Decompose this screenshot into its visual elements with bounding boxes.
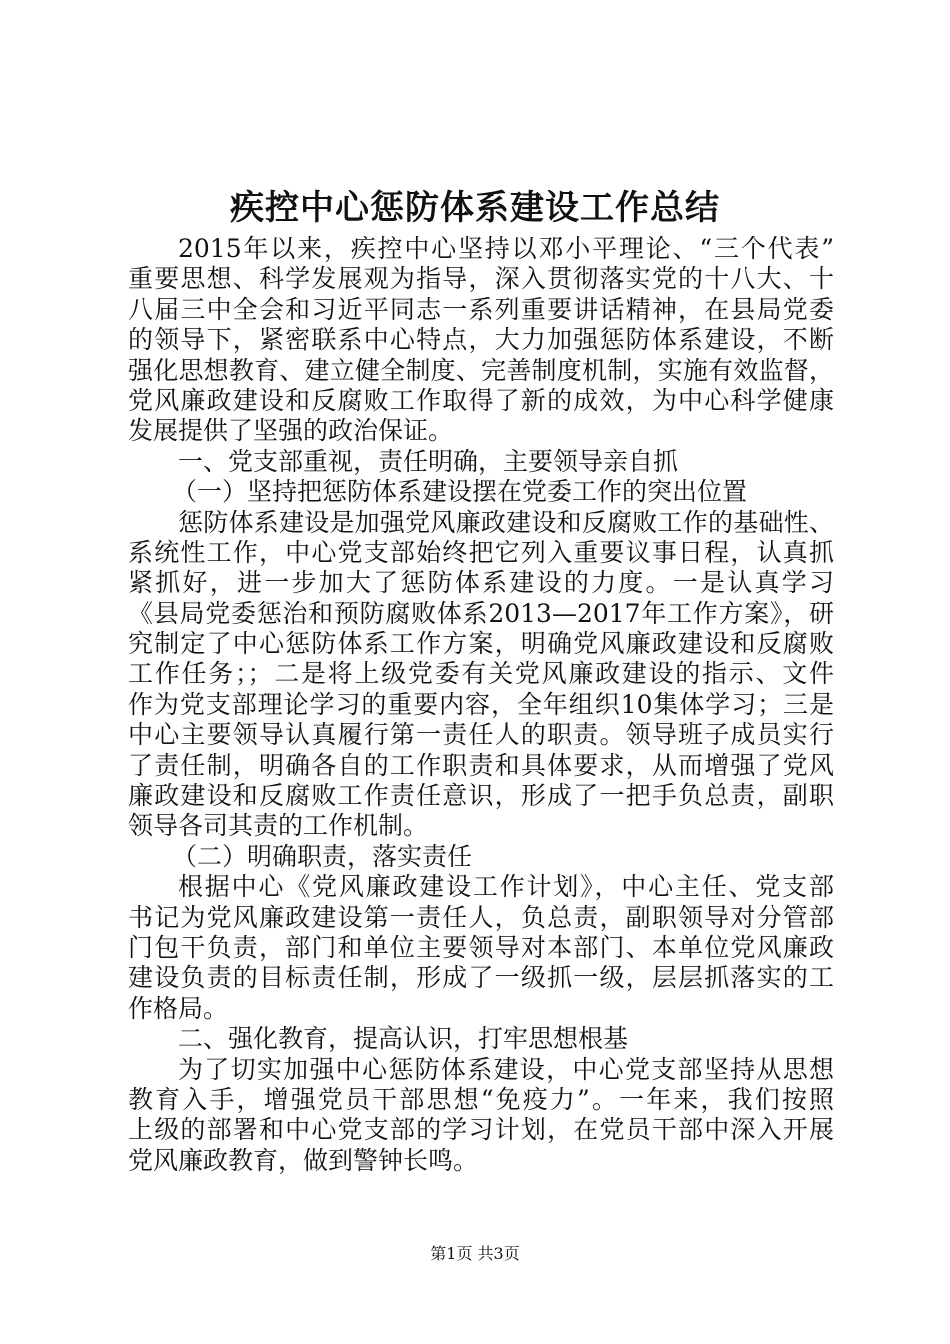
text-line: 建设负责的目标责任制，形成了一级抓一级，层层抓落实的工 [128,963,834,993]
text-line: 书记为党风廉政建设第一责任人，负总责，副职领导对分管部 [128,902,834,932]
page-number-footer: 第1页 共3页 [430,1244,520,1263]
text-line: 《县局党委惩治和预防腐败体系2013—2017年工作方案》，研 [128,598,834,628]
text-line: 八届三中全会和习近平同志一系列重要讲话精神，在县局党委 [128,294,834,324]
text-line: 究制定了中心惩防体系工作方案，明确党风廉政建设和反腐败 [128,629,834,659]
text-line: 教育入手，增强党员干部思想“免疫力”。一年来，我们按照 [128,1084,834,1114]
text-line: 领导各司其责的工作机制。 [128,811,429,841]
document-body [128,234,834,1176]
text-line: 根据中心《党风廉政建设工作计划》，中心主任、党支部 [178,872,834,902]
text-line: 2015年以来，疾控中心坚持以邓小平理论、“三个代表” [178,234,834,263]
text-line: 工作任务；；二是将上级党委有关党风廉政建设的指示、文件 [128,659,834,689]
text-line: 强化思想教育、建立健全制度、完善制度机制，实施有效监督， [128,355,834,385]
text-line: 廉政建设和反腐败工作责任意识，形成了一把手负总责，副职 [128,781,834,811]
text-line: 作格局。 [128,993,229,1023]
text-line: 惩防体系建设是加强党风廉政建设和反腐败工作的基础性、 [178,507,834,537]
text-line: 门包干负责，部门和单位主要领导对本部门、本单位党风廉政 [128,932,834,962]
text-line: 紧抓好，进一步加大了惩防体系建设的力度。一是认真学习 [128,568,834,598]
text-line: 的领导下，紧密联系中心特点，大力加强惩防体系建设，不断 [128,325,834,355]
text-line: 了责任制，明确各自的工作职责和具体要求，从而增强了党风 [128,750,834,780]
subsection-heading: （一）坚持把惩防体系建设摆在党委工作的突出位置 [172,477,748,507]
section-heading: 二、强化教育，提高认识，打牢思想根基 [178,1024,629,1054]
text-line: 中心主要领导认真履行第一责任人的职责。领导班子成员实行 [128,720,834,750]
text-line: 重要思想、科学发展观为指导，深入贯彻落实党的十八大、十 [128,264,834,294]
text-line: 作为党支部理论学习的重要内容，全年组织10集体学习；三是 [128,689,834,719]
subsection-heading: （二）明确职责，落实责任 [172,841,473,871]
text-line: 发展提供了坚强的政治保证。 [128,416,454,446]
section-heading: 一、党支部重视，责任明确，主要领导亲自抓 [178,446,679,476]
text-line: 为了切实加强中心惩防体系建设，中心党支部坚持从思想 [178,1054,834,1084]
document-title: 疾控中心惩防体系建设工作总结 [230,188,720,228]
text-line: 党风廉政教育，做到警钟长鸣。 [128,1145,479,1175]
text-line: 上级的部署和中心党支部的学习计划，在党员干部中深入开展 [128,1115,834,1145]
text-line: 系统性工作，中心党支部始终把它列入重要议事日程，认真抓 [128,537,834,567]
text-line: 党风廉政建设和反腐败工作取得了新的成效，为中心科学健康 [128,385,834,415]
